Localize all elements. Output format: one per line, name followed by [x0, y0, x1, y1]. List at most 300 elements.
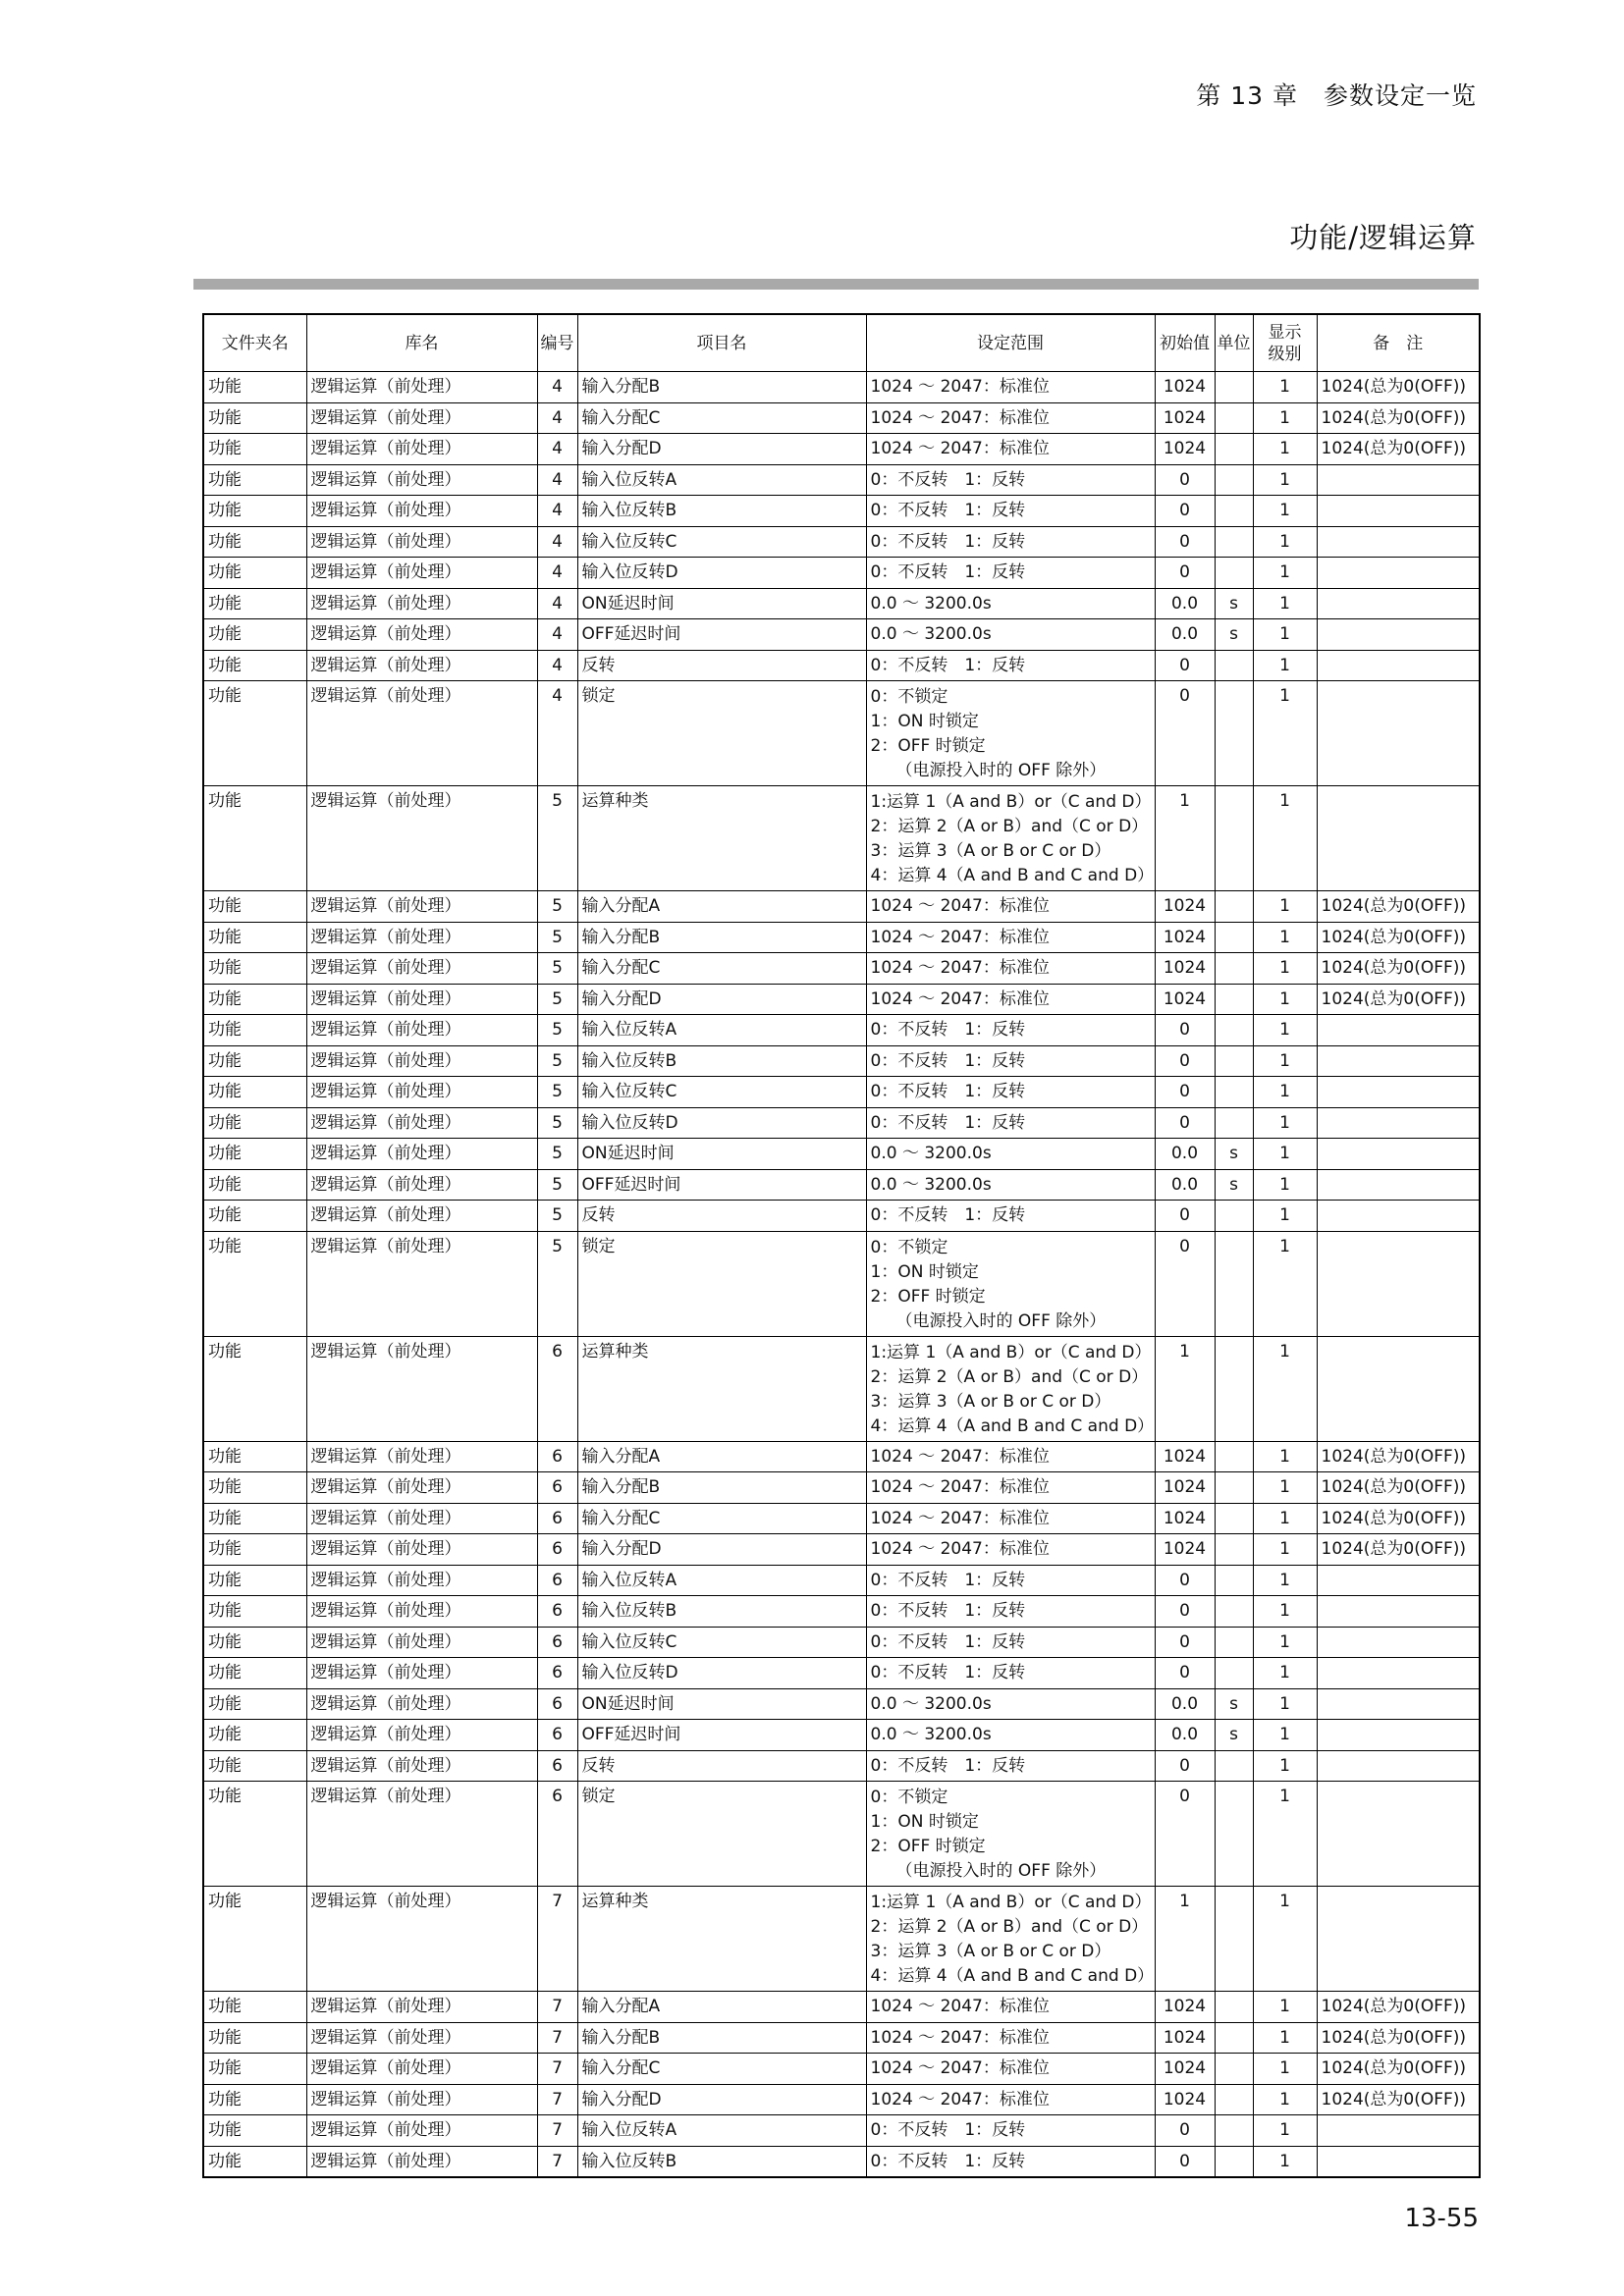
cell-number: 4 [537, 464, 577, 496]
cell-library: 逻辑运算（前处理） [306, 1627, 537, 1658]
cell-unit [1215, 984, 1253, 1015]
cell-library: 逻辑运算（前处理） [306, 526, 537, 558]
cell-initial: 1024 [1155, 891, 1215, 923]
parameter-table [202, 313, 1481, 2178]
cell-folder: 功能 [203, 496, 306, 527]
cell-range: 0：不反转 1：反转 [866, 558, 1155, 589]
cell-item: 输入位反转B [577, 2146, 866, 2177]
cell-folder: 功能 [203, 1720, 306, 1751]
cell-folder: 功能 [203, 1782, 306, 1887]
cell-line: 1：ON 时锁定 [870, 1812, 979, 1832]
cell-number: 5 [537, 922, 577, 953]
cell-level: 1 [1253, 1015, 1317, 1046]
cell-line: 4：运算 4（A and B and C and D） [870, 866, 1155, 885]
cell-item: 输入分配D [577, 434, 866, 465]
cell-initial: 0 [1155, 1201, 1215, 1232]
cell-number: 5 [537, 786, 577, 891]
cell-unit [1215, 1472, 1253, 1504]
cell-number: 7 [537, 2054, 577, 2085]
cell-remark [1317, 1658, 1480, 1689]
cell-range: 1024 ～ 2047：标准位 [866, 402, 1155, 434]
cell-unit [1215, 1336, 1253, 1441]
cell-level: 1 [1253, 2115, 1317, 2147]
cell-level: 1 [1253, 1627, 1317, 1658]
cell-level: 1 [1253, 496, 1317, 527]
table-row [203, 1336, 1480, 1441]
cell-initial: 0.0 [1155, 619, 1215, 651]
cell-initial: 1 [1155, 1887, 1215, 1992]
cell-number: 4 [537, 434, 577, 465]
cell-range [866, 1336, 1155, 1441]
cell-library: 逻辑运算（前处理） [306, 1139, 537, 1170]
cell-folder: 功能 [203, 2022, 306, 2054]
cell-line: 1：ON 时锁定 [870, 712, 979, 731]
cell-initial: 1024 [1155, 372, 1215, 403]
cell-folder: 功能 [203, 1627, 306, 1658]
cell-level: 1 [1253, 1658, 1317, 1689]
cell-initial: 1024 [1155, 2022, 1215, 2054]
cell-unit [1215, 2022, 1253, 2054]
cell-range: 1024 ～ 2047：标准位 [866, 922, 1155, 953]
cell-number: 7 [537, 1887, 577, 1992]
cell-folder: 功能 [203, 1750, 306, 1782]
cell-library: 逻辑运算（前处理） [306, 496, 537, 527]
cell-level: 1 [1253, 786, 1317, 891]
cell-line: 1:运算 1（A and B）or（C and D） [870, 1893, 1152, 1912]
cell-number: 5 [537, 1139, 577, 1170]
cell-item: 输入位反转C [577, 1627, 866, 1658]
cell-range: 1024 ～ 2047：标准位 [866, 1503, 1155, 1534]
cell-initial: 0 [1155, 1231, 1215, 1336]
cell-folder: 功能 [203, 1077, 306, 1108]
cell-unit [1215, 558, 1253, 589]
cell-initial: 1024 [1155, 434, 1215, 465]
cell-item: 输入位反转A [577, 464, 866, 496]
cell-folder: 功能 [203, 1658, 306, 1689]
cell-initial: 0 [1155, 464, 1215, 496]
cell-level: 1 [1253, 526, 1317, 558]
cell-level: 1 [1253, 2022, 1317, 2054]
cell-initial: 1 [1155, 1336, 1215, 1441]
cell-level: 1 [1253, 558, 1317, 589]
cell-initial: 0 [1155, 1658, 1215, 1689]
cell-line: 2：运算 2（A or B）and（C or D） [870, 1917, 1149, 1937]
table-row [203, 2022, 1480, 2054]
cell-number: 4 [537, 588, 577, 619]
cell-folder: 功能 [203, 1992, 306, 2023]
cell-remark [1317, 1887, 1480, 1992]
cell-line: 0：不锁定 [870, 1788, 948, 1807]
cell-library: 逻辑运算（前处理） [306, 1565, 537, 1596]
cell-unit: s [1215, 1169, 1253, 1201]
cell-library: 逻辑运算（前处理） [306, 2054, 537, 2085]
cell-folder: 功能 [203, 1472, 306, 1504]
cell-remark [1317, 464, 1480, 496]
cell-folder: 功能 [203, 2054, 306, 2085]
table-row [203, 1503, 1480, 1534]
cell-item: 输入位反转D [577, 1658, 866, 1689]
cell-remark [1317, 1688, 1480, 1720]
cell-folder: 功能 [203, 2146, 306, 2177]
cell-item: 输入位反转C [577, 1077, 866, 1108]
cell-number: 4 [537, 650, 577, 681]
cell-initial: 1024 [1155, 953, 1215, 985]
cell-initial: 0 [1155, 1596, 1215, 1628]
table-row [203, 558, 1480, 589]
cell-number: 4 [537, 619, 577, 651]
cell-library: 逻辑运算（前处理） [306, 1015, 537, 1046]
cell-number: 7 [537, 2022, 577, 2054]
cell-library: 逻辑运算（前处理） [306, 2146, 537, 2177]
cell-range: 1024 ～ 2047：标准位 [866, 1992, 1155, 2023]
cell-range: 0：不反转 1：反转 [866, 1015, 1155, 1046]
cell-item: 运算种类 [577, 1336, 866, 1441]
cell-unit [1215, 464, 1253, 496]
cell-line: 3：运算 3（A or B or C or D） [870, 1942, 1111, 1961]
cell-item: 输入分配A [577, 891, 866, 923]
cell-initial: 0 [1155, 2146, 1215, 2177]
cell-item: 输入分配B [577, 2022, 866, 2054]
cell-range: 0：不反转 1：反转 [866, 1627, 1155, 1658]
table-row [203, 2146, 1480, 2177]
cell-folder: 功能 [203, 619, 306, 651]
column-header-unit: 单位 [1215, 314, 1253, 372]
cell-folder: 功能 [203, 1565, 306, 1596]
cell-unit: s [1215, 1139, 1253, 1170]
cell-unit [1215, 1750, 1253, 1782]
cell-folder: 功能 [203, 650, 306, 681]
cell-unit: s [1215, 1688, 1253, 1720]
cell-unit [1215, 496, 1253, 527]
cell-level: 1 [1253, 1107, 1317, 1139]
cell-number: 6 [537, 1658, 577, 1689]
cell-item: 输入位反转A [577, 1565, 866, 1596]
cell-number: 5 [537, 1107, 577, 1139]
table-row [203, 1750, 1480, 1782]
table-body [203, 372, 1480, 2177]
cell-library: 逻辑运算（前处理） [306, 464, 537, 496]
cell-level: 1 [1253, 1565, 1317, 1596]
cell-range: 0.0 ～ 3200.0s [866, 1169, 1155, 1201]
cell-line: 1：ON 时锁定 [870, 1261, 979, 1282]
cell-folder: 功能 [203, 2084, 306, 2115]
cell-level: 1 [1253, 1750, 1317, 1782]
cell-item: 反转 [577, 650, 866, 681]
table-row [203, 1992, 1480, 2023]
cell-number: 7 [537, 2115, 577, 2147]
cell-line: 4：运算 4（A and B and C and D） [870, 1966, 1155, 1986]
cell-library: 逻辑运算（前处理） [306, 1045, 537, 1077]
cell-number: 6 [537, 1720, 577, 1751]
cell-folder: 功能 [203, 1231, 306, 1336]
cell-range [866, 1782, 1155, 1887]
cell-range: 0.0 ～ 3200.0s [866, 1139, 1155, 1170]
cell-number: 5 [537, 1077, 577, 1108]
cell-library: 逻辑运算（前处理） [306, 1169, 537, 1201]
cell-remark [1317, 1565, 1480, 1596]
cell-level: 1 [1253, 1169, 1317, 1201]
cell-library: 逻辑运算（前处理） [306, 2115, 537, 2147]
cell-range: 0：不反转 1：反转 [866, 1077, 1155, 1108]
cell-range [866, 1887, 1155, 1992]
cell-remark: 1024(总为0(OFF)) [1317, 1503, 1480, 1534]
cell-unit [1215, 1565, 1253, 1596]
cell-initial: 0 [1155, 2115, 1215, 2147]
cell-initial: 1024 [1155, 984, 1215, 1015]
cell-line: 1:运算 1（A and B）or（C and D） [870, 792, 1152, 812]
cell-folder: 功能 [203, 1336, 306, 1441]
cell-range: 0.0 ～ 3200.0s [866, 1688, 1155, 1720]
cell-remark [1317, 1045, 1480, 1077]
cell-remark [1317, 650, 1480, 681]
column-header-initial: 初始值 [1155, 314, 1215, 372]
cell-range: 0：不反转 1：反转 [866, 2146, 1155, 2177]
cell-range: 1024 ～ 2047：标准位 [866, 2022, 1155, 2054]
cell-range: 0.0 ～ 3200.0s [866, 619, 1155, 651]
cell-item: OFF延迟时间 [577, 619, 866, 651]
table-row [203, 1045, 1480, 1077]
cell-level: 1 [1253, 681, 1317, 786]
cell-level: 1 [1253, 1139, 1317, 1170]
table-row [203, 1107, 1480, 1139]
section-title: 功能/逻辑运算 [1289, 221, 1477, 254]
cell-initial: 0 [1155, 1782, 1215, 1887]
cell-number: 5 [537, 1201, 577, 1232]
cell-library: 逻辑运算（前处理） [306, 619, 537, 651]
table-row [203, 1720, 1480, 1751]
table-row [203, 619, 1480, 651]
table-row [203, 1139, 1480, 1170]
cell-item: 反转 [577, 1750, 866, 1782]
cell-item: 输入分配A [577, 1992, 866, 2023]
cell-number: 6 [537, 1750, 577, 1782]
cell-folder: 功能 [203, 526, 306, 558]
cell-item: 输入分配C [577, 1503, 866, 1534]
column-header-level-line: 显示 [1268, 322, 1302, 343]
table-row [203, 1534, 1480, 1566]
cell-number: 6 [537, 1534, 577, 1566]
cell-item: 输入分配A [577, 1441, 866, 1472]
cell-level: 1 [1253, 922, 1317, 953]
cell-range: 0：不反转 1：反转 [866, 650, 1155, 681]
cell-unit [1215, 2146, 1253, 2177]
cell-folder: 功能 [203, 464, 306, 496]
cell-level: 1 [1253, 1782, 1317, 1887]
cell-initial: 0.0 [1155, 1720, 1215, 1751]
cell-number: 5 [537, 1045, 577, 1077]
cell-range: 0：不反转 1：反转 [866, 2115, 1155, 2147]
cell-level: 1 [1253, 1336, 1317, 1441]
cell-initial: 0 [1155, 496, 1215, 527]
cell-remark: 1024(总为0(OFF)) [1317, 402, 1480, 434]
cell-range: 0：不反转 1：反转 [866, 496, 1155, 527]
cell-unit: s [1215, 619, 1253, 651]
cell-initial: 0 [1155, 1107, 1215, 1139]
cell-number: 4 [537, 558, 577, 589]
cell-unit [1215, 402, 1253, 434]
table-row [203, 402, 1480, 434]
cell-remark [1317, 2115, 1480, 2147]
table-row [203, 922, 1480, 953]
table-row [203, 681, 1480, 786]
cell-item: 输入位反转D [577, 558, 866, 589]
cell-library: 逻辑运算（前处理） [306, 1688, 537, 1720]
cell-library: 逻辑运算（前处理） [306, 1107, 537, 1139]
cell-remark: 1024(总为0(OFF)) [1317, 1534, 1480, 1566]
cell-line: 2：运算 2（A or B）and（C or D） [870, 817, 1149, 836]
cell-library: 逻辑运算（前处理） [306, 1201, 537, 1232]
cell-remark [1317, 2146, 1480, 2177]
cell-level: 1 [1253, 1045, 1317, 1077]
table-row [203, 588, 1480, 619]
cell-initial: 1024 [1155, 1472, 1215, 1504]
cell-item: OFF延迟时间 [577, 1720, 866, 1751]
cell-range: 0：不反转 1：反转 [866, 1565, 1155, 1596]
cell-unit [1215, 1887, 1253, 1992]
cell-number: 4 [537, 402, 577, 434]
table-row [203, 2054, 1480, 2085]
cell-library: 逻辑运算（前处理） [306, 1992, 537, 2023]
cell-remark: 1024(总为0(OFF)) [1317, 2054, 1480, 2085]
cell-range: 0：不反转 1：反转 [866, 1658, 1155, 1689]
cell-library: 逻辑运算（前处理） [306, 372, 537, 403]
cell-level: 1 [1253, 372, 1317, 403]
cell-number: 4 [537, 681, 577, 786]
cell-number: 6 [537, 1688, 577, 1720]
cell-folder: 功能 [203, 1045, 306, 1077]
cell-initial: 0 [1155, 1015, 1215, 1046]
cell-initial: 0.0 [1155, 1139, 1215, 1170]
cell-remark [1317, 1720, 1480, 1751]
cell-library: 逻辑运算（前处理） [306, 2022, 537, 2054]
cell-folder: 功能 [203, 1201, 306, 1232]
table-row [203, 786, 1480, 891]
cell-library: 逻辑运算（前处理） [306, 1231, 537, 1336]
cell-library: 逻辑运算（前处理） [306, 1534, 537, 1566]
cell-folder: 功能 [203, 1015, 306, 1046]
cell-folder: 功能 [203, 588, 306, 619]
column-header-level-line: 级别 [1268, 344, 1302, 364]
cell-range: 0：不反转 1：反转 [866, 1045, 1155, 1077]
cell-remark [1317, 786, 1480, 891]
cell-item: 输入分配D [577, 984, 866, 1015]
cell-range: 1024 ～ 2047：标准位 [866, 434, 1155, 465]
cell-number: 4 [537, 372, 577, 403]
cell-item: 运算种类 [577, 786, 866, 891]
cell-library: 逻辑运算（前处理） [306, 1077, 537, 1108]
table-row [203, 526, 1480, 558]
cell-folder: 功能 [203, 891, 306, 923]
cell-line: 3：运算 3（A or B or C or D） [870, 1391, 1111, 1412]
cell-remark [1317, 588, 1480, 619]
cell-folder: 功能 [203, 372, 306, 403]
cell-remark [1317, 1201, 1480, 1232]
cell-line: 2：运算 2（A or B）and（C or D） [870, 1366, 1149, 1387]
cell-number: 5 [537, 1231, 577, 1336]
cell-line: 0：不锁定 [870, 1237, 948, 1257]
cell-unit [1215, 2054, 1253, 2085]
table-row [203, 1596, 1480, 1628]
cell-unit [1215, 681, 1253, 786]
cell-folder: 功能 [203, 1503, 306, 1534]
cell-level: 1 [1253, 953, 1317, 985]
cell-number: 5 [537, 984, 577, 1015]
cell-remark [1317, 1231, 1480, 1336]
cell-level: 1 [1253, 619, 1317, 651]
cell-unit [1215, 1201, 1253, 1232]
cell-folder: 功能 [203, 1887, 306, 1992]
column-header-folder: 文件夹名 [203, 314, 306, 372]
cell-library: 逻辑运算（前处理） [306, 2084, 537, 2115]
cell-remark [1317, 619, 1480, 651]
cell-folder: 功能 [203, 1688, 306, 1720]
cell-remark [1317, 1627, 1480, 1658]
cell-library: 逻辑运算（前处理） [306, 1441, 537, 1472]
cell-range: 1024 ～ 2047：标准位 [866, 2084, 1155, 2115]
table-row [203, 1627, 1480, 1658]
column-header-level [1253, 314, 1317, 372]
cell-unit [1215, 786, 1253, 891]
cell-library: 逻辑运算（前处理） [306, 984, 537, 1015]
cell-item: 锁定 [577, 681, 866, 786]
cell-number: 6 [537, 1503, 577, 1534]
cell-level: 1 [1253, 984, 1317, 1015]
cell-level: 1 [1253, 1503, 1317, 1534]
cell-item: 输入分配B [577, 372, 866, 403]
cell-unit [1215, 2115, 1253, 2147]
cell-range: 0.0 ～ 3200.0s [866, 588, 1155, 619]
cell-initial: 1024 [1155, 1441, 1215, 1472]
table-row [203, 1887, 1480, 1992]
cell-initial: 1024 [1155, 1503, 1215, 1534]
cell-remark: 1024(总为0(OFF)) [1317, 2084, 1480, 2115]
cell-range: 0.0 ～ 3200.0s [866, 1720, 1155, 1751]
cell-range: 0：不反转 1：反转 [866, 464, 1155, 496]
cell-number: 6 [537, 1472, 577, 1504]
cell-library: 逻辑运算（前处理） [306, 1596, 537, 1628]
cell-remark [1317, 1077, 1480, 1108]
cell-number: 6 [537, 1336, 577, 1441]
cell-library: 逻辑运算（前处理） [306, 588, 537, 619]
cell-initial: 1024 [1155, 402, 1215, 434]
cell-initial: 0 [1155, 1045, 1215, 1077]
cell-remark [1317, 526, 1480, 558]
cell-unit [1215, 953, 1253, 985]
cell-remark [1317, 1750, 1480, 1782]
cell-library: 逻辑运算（前处理） [306, 891, 537, 923]
cell-folder: 功能 [203, 402, 306, 434]
table-row [203, 496, 1480, 527]
cell-unit [1215, 891, 1253, 923]
cell-unit [1215, 1107, 1253, 1139]
cell-unit [1215, 1503, 1253, 1534]
cell-item: 输入分配B [577, 1472, 866, 1504]
cell-level: 1 [1253, 1441, 1317, 1472]
cell-item: OFF延迟时间 [577, 1169, 866, 1201]
chapter-label: 第 13 章 参数设定一览 [1196, 81, 1477, 110]
cell-item: 输入位反转A [577, 2115, 866, 2147]
cell-range: 0：不反转 1：反转 [866, 1107, 1155, 1139]
column-header-range: 设定范围 [866, 314, 1155, 372]
cell-initial: 0.0 [1155, 1169, 1215, 1201]
cell-range: 1024 ～ 2047：标准位 [866, 891, 1155, 923]
cell-range: 0：不反转 1：反转 [866, 1596, 1155, 1628]
cell-folder: 功能 [203, 984, 306, 1015]
cell-unit [1215, 650, 1253, 681]
table-row [203, 434, 1480, 465]
cell-folder: 功能 [203, 1596, 306, 1628]
cell-line: 1:运算 1（A and B）or（C and D） [870, 1342, 1152, 1362]
